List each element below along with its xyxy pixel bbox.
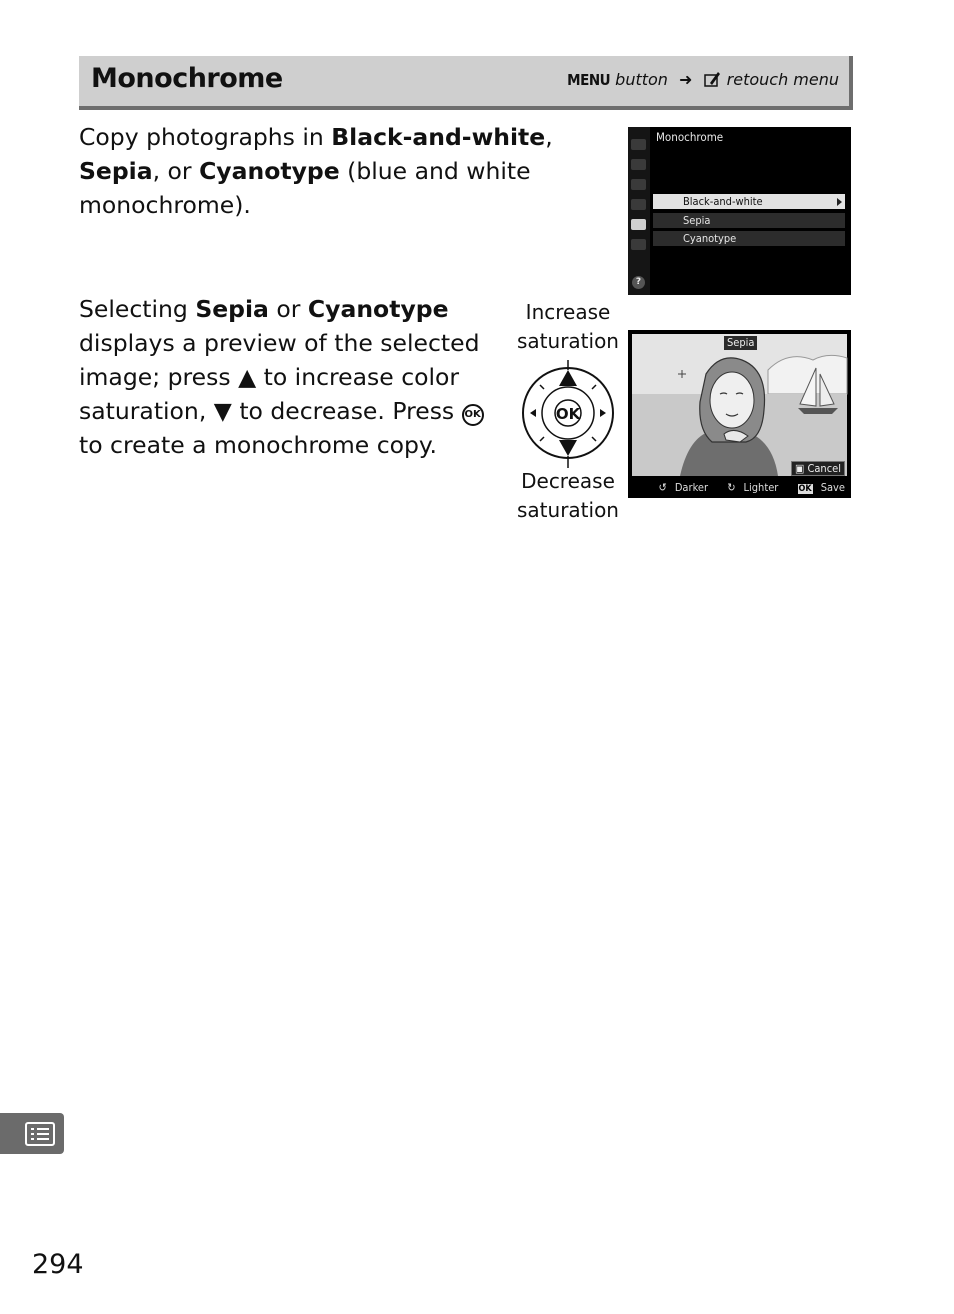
retouch-menu-side-tab bbox=[0, 1113, 64, 1154]
option-sepia: Sepia bbox=[79, 157, 153, 185]
preview-image bbox=[628, 330, 851, 478]
option-cyanotype: Cyanotype bbox=[307, 295, 449, 323]
menu-item-cyanotype[interactable] bbox=[653, 231, 845, 246]
text-run: displays a preview of the selected image; press bbox=[79, 329, 480, 391]
my-menu-icon bbox=[631, 239, 646, 250]
retouch-menu-icon bbox=[704, 70, 722, 92]
cancel-label: Cancel bbox=[807, 462, 841, 475]
retouch-icon bbox=[631, 219, 646, 230]
retouch-menu-label: retouch menu bbox=[726, 70, 839, 89]
sepia-badge: Sepia bbox=[724, 336, 757, 350]
dial-right-icon: ↻ bbox=[727, 481, 736, 494]
darker-control[interactable] bbox=[651, 481, 709, 494]
page-title: Monochrome bbox=[91, 63, 283, 94]
text-run: Copy photographs in bbox=[79, 123, 332, 151]
intro-paragraph bbox=[79, 120, 559, 222]
text-run: to create a monochrome copy. bbox=[79, 431, 437, 459]
menu-title: Monochrome bbox=[656, 130, 724, 144]
text-run: , or bbox=[152, 157, 200, 185]
camera-menu-screen bbox=[628, 127, 851, 295]
menu-item-label: Cyanotype bbox=[683, 232, 737, 245]
cancel-button[interactable] bbox=[791, 461, 845, 476]
section-header bbox=[79, 56, 853, 110]
lighter-label: Lighter bbox=[743, 481, 779, 494]
text-run: (blue and white monochrome). bbox=[79, 157, 531, 219]
dial-left-icon: ↺ bbox=[658, 481, 667, 494]
button-word: button bbox=[615, 70, 668, 89]
menu-button-label: MENU bbox=[567, 71, 611, 89]
ok-label: OK bbox=[555, 405, 581, 423]
text-run: , bbox=[545, 123, 553, 151]
instructions-paragraph bbox=[79, 292, 509, 462]
menu-path bbox=[567, 70, 839, 92]
sepia-preview-screen bbox=[628, 330, 851, 498]
text-run: to decrease. Press bbox=[231, 397, 462, 425]
ok-button-icon: OK bbox=[462, 404, 484, 426]
playback-icon bbox=[631, 139, 646, 150]
menu-list-icon bbox=[0, 1113, 64, 1154]
text-run: or bbox=[268, 295, 308, 323]
decrease-saturation-label: Decrease saturation bbox=[517, 469, 619, 522]
menu-item-label: Black-and-white bbox=[683, 195, 763, 208]
multi-selector-diagram bbox=[518, 360, 618, 468]
save-control[interactable] bbox=[790, 481, 845, 494]
text-run: Selecting bbox=[79, 295, 196, 323]
option-black-and-white: Black-and-white bbox=[331, 123, 546, 151]
pencil-icon bbox=[631, 179, 646, 190]
preview-button-bar bbox=[628, 478, 851, 498]
up-arrow-icon: ▲ bbox=[238, 363, 257, 391]
menu-item-label: Sepia bbox=[683, 214, 711, 227]
arrow-icon: ➜ bbox=[679, 70, 693, 89]
down-arrow-icon: ▼ bbox=[213, 397, 232, 425]
option-sepia: Sepia bbox=[195, 295, 269, 323]
help-icon: ? bbox=[632, 276, 645, 289]
menu-item-sepia[interactable] bbox=[653, 213, 845, 228]
text-run: to increase color saturation, bbox=[79, 363, 460, 425]
option-cyanotype: Cyanotype bbox=[199, 157, 340, 185]
ok-icon: OK bbox=[798, 484, 812, 494]
darker-label: Darker bbox=[674, 481, 709, 494]
camera-icon bbox=[631, 159, 646, 170]
menu-sidebar bbox=[628, 127, 650, 295]
page-number: 294 bbox=[32, 1249, 84, 1280]
playback-icon: ▣ bbox=[794, 462, 805, 475]
menu-item-black-and-white[interactable] bbox=[653, 194, 845, 209]
lighter-control[interactable] bbox=[719, 481, 778, 494]
increase-saturation-label: Increase saturation bbox=[517, 300, 619, 353]
save-label: Save bbox=[820, 481, 845, 494]
wrench-icon bbox=[631, 199, 646, 210]
chevron-right-icon bbox=[837, 198, 842, 206]
